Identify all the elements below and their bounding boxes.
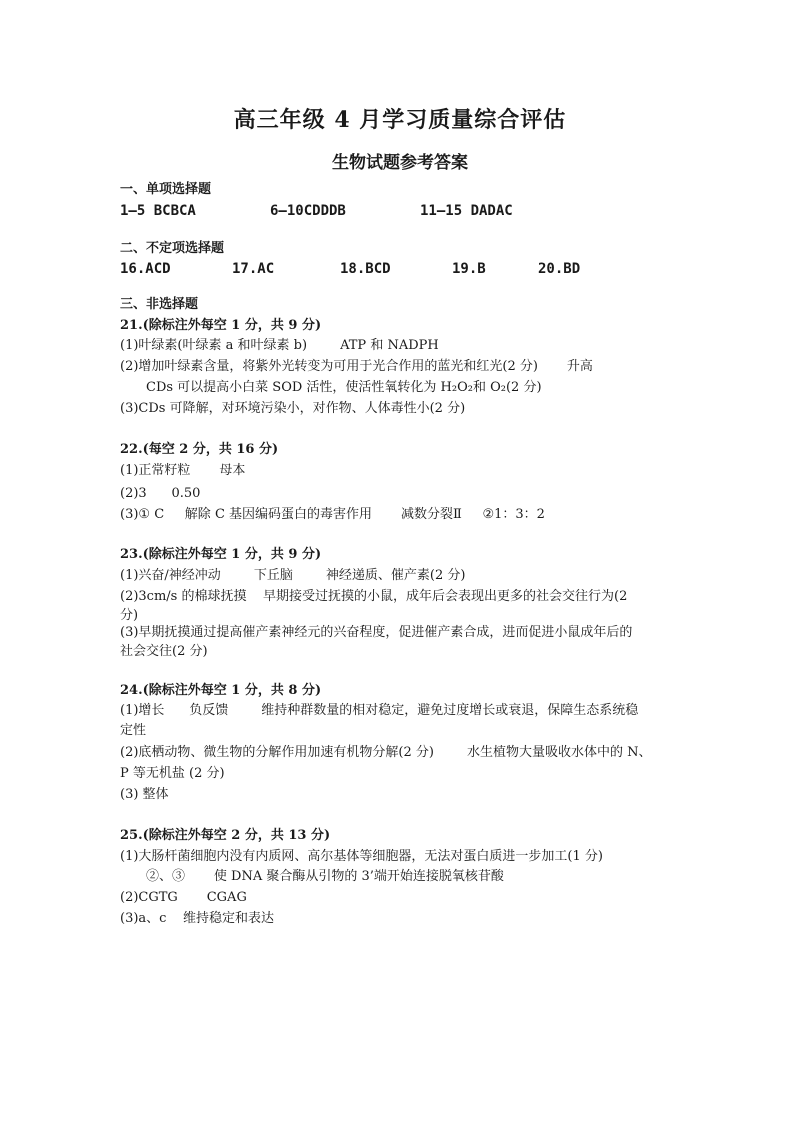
answer-group: 1—5 BCBCA	[120, 203, 196, 219]
answer-line: (3)a、c 维持稳定和表达	[120, 911, 274, 926]
question-heading-25: 25.(除标注外每空 2 分，共 13 分)	[120, 828, 331, 843]
answer-group: 11—15 DADAC	[420, 203, 513, 219]
section-heading-single-choice: 一、单项选择题	[120, 182, 212, 197]
answer-line: (2)3 0.50	[120, 486, 201, 501]
question-heading-23: 23.(除标注外每空 1 分，共 9 分)	[120, 547, 322, 562]
answer-line: (2)CGTG CGAG	[120, 890, 247, 905]
question-heading-22: 22.(每空 2 分，共 16 分)	[120, 442, 279, 457]
answer-line: (2)3cm/s 的棉球抚摸 早期接受过抚摸的小鼠，成年后会表现出更多的社会交往行为(2	[120, 589, 628, 604]
answer-line: (3) 整体	[120, 787, 169, 802]
answer-group: 20.BD	[538, 261, 581, 277]
answer-line: (2)底栖动物、微生物的分解作用加速有机物分解(2 分) 水生植物大量吸收水体中的 N、	[120, 745, 652, 760]
document-title: 高三年级 4 月学习质量综合评估	[233, 107, 567, 133]
answer-group: 16.ACD	[120, 261, 171, 277]
answer-line: P 等无机盐 (2 分)	[120, 766, 225, 781]
answer-line: (1)叶绿素(叶绿素 a 和叶绿素 b) ATP 和 NADPH	[120, 338, 439, 353]
answer-line: ②、③ 使 DNA 聚合酶从引物的 3’端开始连接脱氧核苷酸	[146, 869, 504, 884]
answer-line: (1)大肠杆菌细胞内没有内质网、高尔基体等细胞器，无法对蛋白质进一步加工(1 分)	[120, 849, 603, 864]
answer-line: (3)CDs 可降解，对环境污染小，对作物、人体毒性小(2 分)	[120, 401, 466, 416]
answer-line: 定性	[120, 723, 147, 738]
answer-line: 社会交往(2 分)	[120, 644, 208, 659]
answer-line: 分)	[120, 608, 139, 623]
section-heading-multiple-choice: 二、不定项选择题	[120, 241, 225, 256]
document-subtitle: 生物试题参考答案	[332, 153, 468, 173]
answer-line: (3)早期抚摸通过提高催产素神经元的兴奋程度，促进催产素合成，进而促进小鼠成年后的	[120, 625, 633, 640]
answer-line: (3)① C 解除 C 基因编码蛋白的毒害作用 减数分裂Ⅱ ②1：3：2	[120, 507, 545, 522]
answer-group: 6—10CDDDB	[270, 203, 346, 219]
answer-line: (2)增加叶绿素含量，将紫外光转变为可用于光合作用的蓝光和红光(2 分) 升高	[120, 359, 593, 374]
question-heading-24: 24.(除标注外每空 1 分，共 8 分)	[120, 683, 322, 698]
answer-line: (1)增长 负反馈 维持种群数量的相对稳定，避免过度增长或衰退，保障生态系统稳	[120, 703, 639, 718]
answer-group: 19.B	[452, 261, 486, 277]
answer-line: (1)正常籽粒 母本	[120, 463, 246, 478]
answer-line: CDs 可以提高小白菜 SOD 活性，使活性氧转化为 H₂O₂和 O₂(2 分)	[146, 380, 542, 395]
question-heading-21: 21.(除标注外每空 1 分，共 9 分)	[120, 318, 322, 333]
answer-group: 18.BCD	[340, 261, 391, 277]
answer-line: (1)兴奋/神经冲动 下丘脑 神经递质、催产素(2 分)	[120, 568, 466, 583]
answer-group: 17.AC	[232, 261, 275, 277]
section-heading-non-choice: 三、非选择题	[120, 297, 199, 312]
